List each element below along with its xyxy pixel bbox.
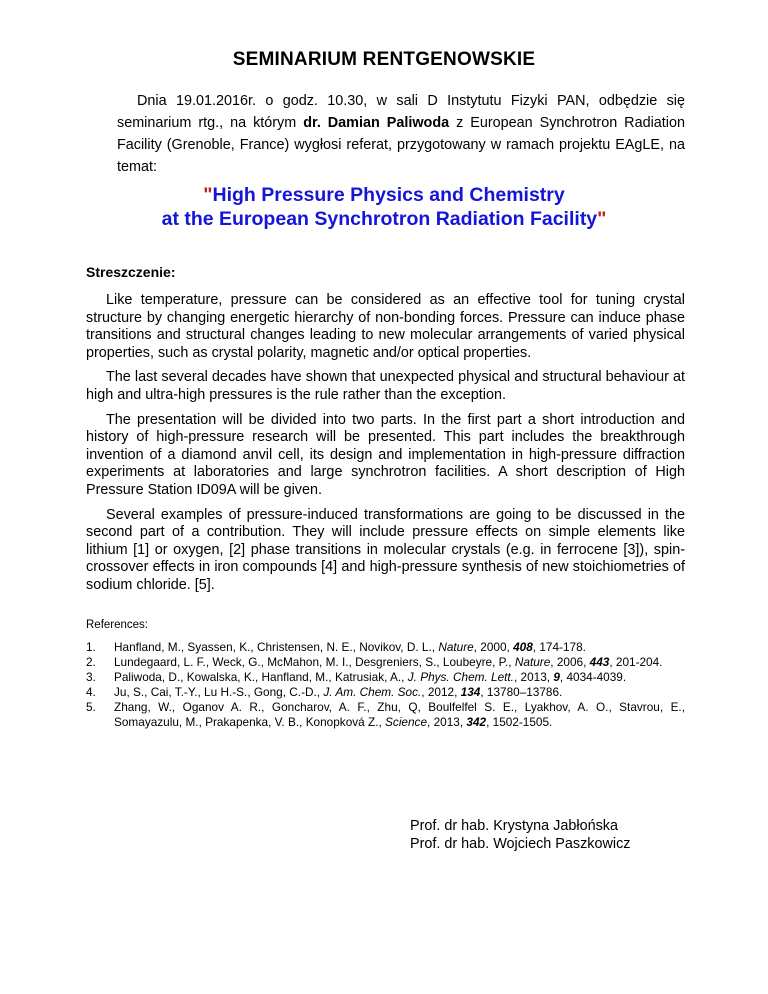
abstract-paragraph: Several examples of pressure-induced transformations are going to be discussed in the second part of a contribution. They will include pressure effects on simple elements like lithium [1] or oxygen, [2] phase transitions in molecular crystals (e.g. in ferrocene [3]), spin-crossover effects in iron compounds [4] and high-pressure synthesis of new stoichiometries of sodium chloride. [5].	[86, 506, 685, 593]
signature-block	[410, 817, 630, 853]
signatory-name: Prof. dr hab. Krystyna Jabłońska	[410, 818, 618, 834]
reference-item: 2. Lundegaard, L. F., Weck, G., McMahon, M. I., Desgreniers, S., Loubeyre, P., Nature, 2006, 443, 201-204.	[86, 655, 663, 669]
signatory-name: Prof. dr hab. Wojciech Paszkowicz	[410, 836, 631, 852]
announcement-text-start: Dnia 19.01.2016r. o godz. 10.30, w sali D Instytutu Fizyki PAN, odbędzie się seminarium rtg., na którym	[117, 93, 685, 131]
reference-item: 4. Ju, S., Cai, T.-Y., Lu H.-S., Gong, C.-D., J. Am. Chem. Soc., 2012, 134, 13780–13786.	[86, 685, 563, 699]
speaker-name: dr. Damian Paliwoda	[303, 115, 450, 131]
seminar-title: SEMINARIUM RENTGENOWSKIE	[232, 49, 536, 70]
abstract-heading: Streszczenie:	[86, 264, 176, 280]
abstract-paragraph: The presentation will be divided into two parts. In the first part a short introduction and history of high-pressure research will be presented. This part includes the breakthrough invention of a diamond anvil cell, its design and implementation in high-pressure diffraction experiments at laboratories and large synchrotron facilities. A short description of High Pressure Station ID09A will be given.	[86, 411, 685, 498]
reference-item: 3. Paliwoda, D., Kowalska, K., Hanfland, M., Katrusiak, A., J. Phys. Chem. Lett., 2013, 9, 4034-4039.	[86, 670, 627, 684]
reference-item: 1. Hanfland, M., Syassen, K., Christensen, N. E., Novikov, D. L., Nature, 2000, 408, 174-178.	[86, 640, 586, 654]
open-quote: "	[203, 184, 213, 206]
abstract-paragraph: Like temperature, pressure can be considered as an effective tool for tuning crystal structure by changing energetic hierarchy of non-bonding forces. Pressure can induce phase transitions and structural changes leading to new molecular arrangements of varied physical properties, such as crystal polarity, magnetic and/or optical properties.	[86, 292, 685, 361]
reference-item: 5. Zhang, W., Oganov A. R., Goncharov, A. F., Zhu, Q, Boulfelfel S. E., Lyakhov, A. O., Stavrou, E., Somayazulu, M., Prakapenka, V. B., Konopková Z., Science, 2013, 342, 1502-1505.	[86, 700, 685, 729]
talk-title-line-2: at the European Synchrotron Radiation Facility"	[161, 208, 607, 230]
announcement-paragraph	[117, 90, 685, 178]
abstract-paragraph: The last several decades have shown that unexpected physical and structural behaviour at high and ultra-high pressures is the rule rather than the exception.	[86, 369, 685, 403]
talk-title-line-1: "High Pressure Physics and Chemistry	[203, 184, 565, 206]
talk-title	[0, 183, 768, 231]
abstract-body	[86, 292, 685, 602]
announcement-text-end: z European Synchrotron Radiation Facility (Grenoble, France) wygłosi referat, przygotowany w ramach projektu EAgLE, na temat:	[117, 115, 685, 175]
references-heading: References:	[86, 619, 149, 631]
close-quote: "	[597, 208, 607, 230]
references-list	[86, 640, 685, 730]
